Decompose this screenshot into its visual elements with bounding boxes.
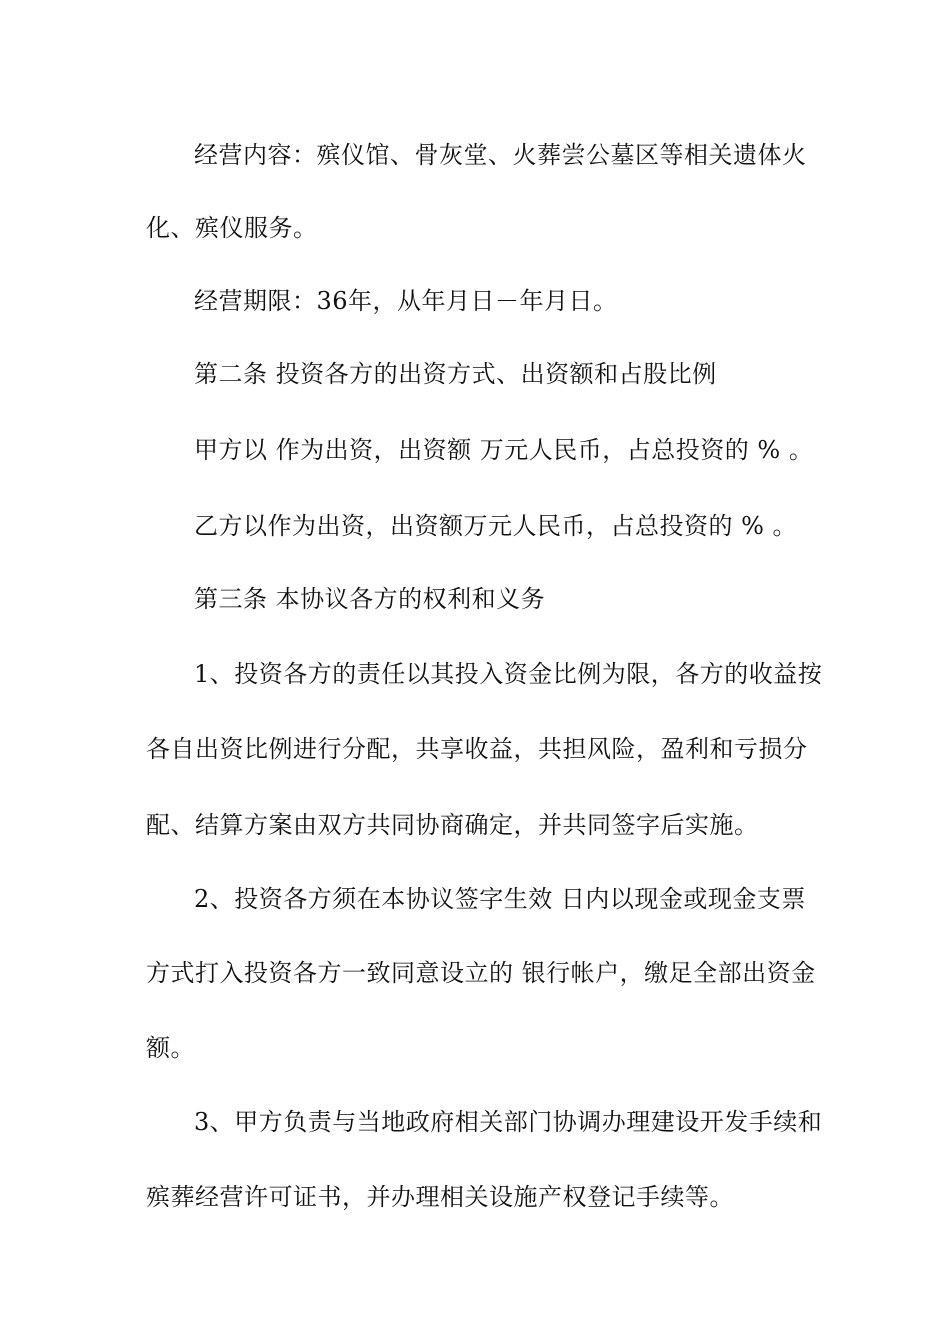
text-line-clause-3: 3、甲方负责与当地政府相关部门协调办理建设开发手续和	[194, 1108, 823, 1136]
text-line-clause-2: 2、投资各方须在本协议签字生效 日内以现金或现金支票	[194, 885, 806, 913]
text-line-business-scope: 经营内容：殡仪馆、骨灰堂、火葬尝公墓区等相关遗体火	[194, 141, 807, 169]
text-line-clause-3-end: 殡葬经营许可证书，并办理相关设施产权登记手续等。	[146, 1183, 734, 1211]
text-line-business-term: 经营期限：36年，从年月日－年月日。	[194, 287, 618, 315]
text-line-clause-2-cont: 方式打入投资各方一致同意设立的 银行帐户，缴足全部出资金	[146, 959, 816, 987]
text-line-clause-1: 1、投资各方的责任以其投入资金比例为限，各方的收益按	[194, 660, 823, 688]
heading-article-two: 第二条 投资各方的出资方式、出资额和占股比例	[194, 360, 717, 388]
heading-article-three: 第三条 本协议各方的权利和义务	[194, 585, 546, 613]
text-line-clause-2-end: 额。	[146, 1034, 195, 1062]
text-line-party-b-investment: 乙方以作为出资，出资额万元人民币，占总投资的 % 。	[194, 512, 798, 540]
text-line-business-scope-cont: 化、殡仪服务。	[146, 214, 318, 242]
text-line-clause-1-cont: 各自出资比例进行分配，共享收益，共担风险，盈利和亏损分	[146, 735, 808, 763]
text-line-party-a-investment: 甲方以 作为出资，出资额 万元人民币，占总投资的 % 。	[194, 436, 814, 464]
text-line-clause-1-end: 配、结算方案由双方共同协商确定，并共同签字后实施。	[146, 811, 759, 839]
